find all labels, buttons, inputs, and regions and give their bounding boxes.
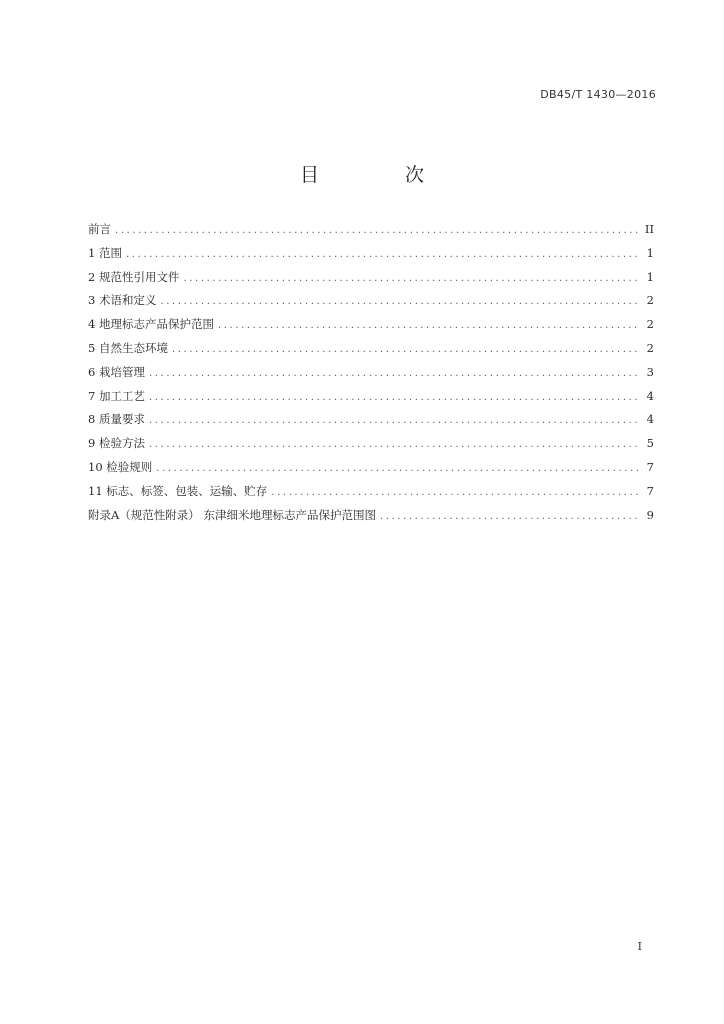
standard-code: DB45/T 1430—2016 bbox=[540, 88, 656, 101]
toc-leader-dots bbox=[115, 219, 638, 243]
toc-title: 目 次 bbox=[299, 164, 465, 186]
toc-entry-title: 6 栽培管理 bbox=[88, 364, 145, 379]
toc-entry-quality[interactable] bbox=[88, 408, 654, 432]
toc-entry-page: 7 bbox=[646, 459, 654, 474]
toc-entry-page: 2 bbox=[646, 340, 654, 355]
toc-entry-ecological-environment[interactable] bbox=[88, 337, 654, 361]
toc-entry-title: 1 范围 bbox=[88, 245, 122, 260]
toc-leader-dots bbox=[160, 290, 638, 314]
toc-entry-inspection-rules[interactable] bbox=[88, 456, 654, 480]
toc-entry-processing[interactable] bbox=[88, 385, 654, 409]
toc-leader-dots bbox=[126, 243, 638, 267]
page-number: I bbox=[637, 940, 642, 953]
toc-leader-dots bbox=[271, 481, 638, 505]
toc-leader-dots bbox=[149, 386, 638, 410]
toc-entry-page: 5 bbox=[646, 436, 654, 451]
toc-entry-test-methods[interactable] bbox=[88, 432, 654, 456]
toc-entry-title: 3 术语和定义 bbox=[88, 293, 157, 308]
toc-entry-terms-definitions[interactable] bbox=[88, 289, 654, 313]
toc-entry-cultivation[interactable] bbox=[88, 361, 654, 385]
toc-entry-page: 1 bbox=[646, 269, 654, 284]
toc-leader-dots bbox=[149, 362, 638, 386]
toc-leader-dots bbox=[172, 338, 638, 362]
toc-entry-page: 4 bbox=[646, 388, 654, 403]
toc-entry-page: 2 bbox=[646, 317, 654, 332]
toc-leader-dots bbox=[183, 267, 638, 291]
toc-entry-page: 4 bbox=[646, 412, 654, 427]
toc-entry-foreword[interactable] bbox=[88, 218, 654, 242]
toc-entry-page: II bbox=[644, 222, 654, 236]
toc-entry-title: 前言 bbox=[88, 222, 111, 236]
toc-entry-normative-references[interactable] bbox=[88, 266, 654, 290]
toc-leader-dots bbox=[156, 457, 638, 481]
toc-entry-title: 11 标志、标签、包装、运输、贮存 bbox=[88, 483, 268, 498]
toc-entry-title: 8 质量要求 bbox=[88, 412, 145, 427]
toc-entry-title: 附录A（规范性附录） 东津细米地理标志产品保护范围图 bbox=[88, 507, 376, 522]
toc-entry-page: 3 bbox=[646, 364, 654, 379]
toc-entry-page: 1 bbox=[646, 245, 654, 260]
toc-entry-page: 2 bbox=[646, 293, 654, 308]
toc-entry-protection-scope[interactable] bbox=[88, 313, 654, 337]
toc-entry-title: 7 加工工艺 bbox=[88, 388, 145, 403]
toc-entry-title: 10 检验规则 bbox=[88, 459, 153, 474]
toc-entry-appendix-a[interactable] bbox=[88, 504, 654, 528]
toc-entry-page: 9 bbox=[646, 507, 654, 522]
toc-entry-marking-packaging[interactable] bbox=[88, 480, 654, 504]
toc-leader-dots bbox=[149, 433, 638, 457]
toc-leader-dots bbox=[380, 505, 638, 529]
toc-entry-page: 7 bbox=[646, 483, 654, 498]
toc-list bbox=[88, 218, 654, 527]
toc-entry-title: 5 自然生态环境 bbox=[88, 340, 168, 355]
toc-leader-dots bbox=[149, 409, 638, 433]
toc-entry-title: 9 检验方法 bbox=[88, 436, 145, 451]
toc-entry-title: 2 规范性引用文件 bbox=[88, 269, 180, 284]
toc-entry-scope[interactable] bbox=[88, 242, 654, 266]
toc-leader-dots bbox=[218, 314, 638, 338]
toc-entry-title: 4 地理标志产品保护范围 bbox=[88, 317, 214, 332]
